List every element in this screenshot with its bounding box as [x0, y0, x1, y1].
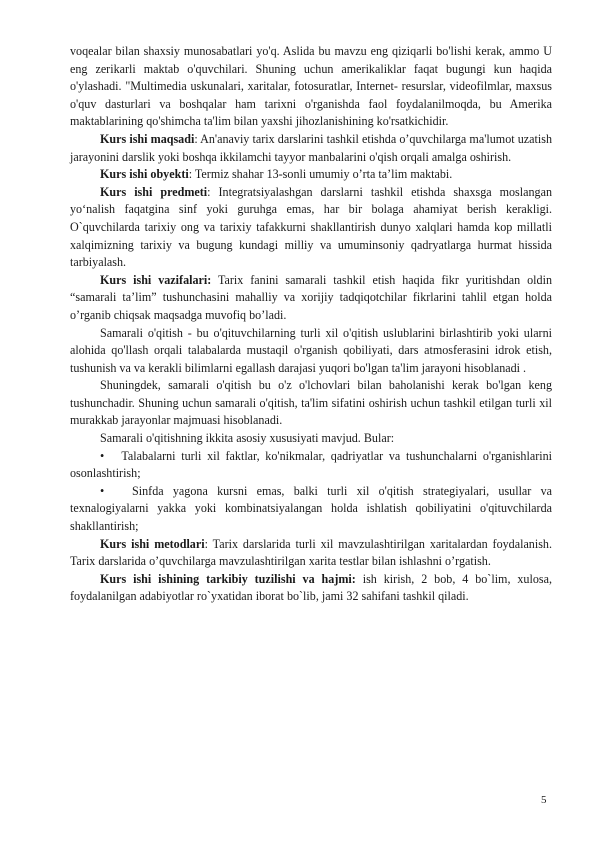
bullet-icon: •	[100, 448, 105, 463]
paragraph-text: : Tarix darslarida turli xil mavzulashtirilgan xaritalardan foydalanish. Tarix darslarida o’quvchilarga mavzulashtirilgan xarita testlar bilan ishlashni o’rgatish.	[70, 536, 552, 569]
paragraph-object	[70, 166, 552, 184]
paragraph-label: Kurs ishi ishining tarkibiy tuzilishi va hajmi:	[100, 571, 356, 586]
bullet-text: Sinfda yagona kursni emas, balki turli xil o'qitish strategiyalari, usullar va texnalogiyalarni yakka yoki kombinatsiyalangan holda ishlatish qobiliyatini o'qituvchilarda shakllantirish;	[70, 483, 553, 534]
paragraph: Samarali o'qitishning ikkita asosiy xususiyati mavjud. Bular:	[100, 431, 395, 446]
body-text	[70, 43, 552, 606]
paragraph-subject	[70, 184, 552, 272]
paragraph-label: Kurs ishi metodlari	[100, 536, 205, 551]
bullet-icon: •	[100, 483, 105, 498]
paragraph-label: Kurs ishi vazifalari:	[100, 272, 212, 287]
watermark	[339, 641, 404, 712]
paragraph-text: : Integratsiyalashgan darslarni tashkil etishda shaxsga moslangan yo‘nalish faqatgina sinf yoki guruhga emas, har bir bolaga ahamiyat berish kerakligi. O`quvchilarda tarixiy ong va tarixiy tafakkurni shakllantirish dunyo xalqlari hamda kop millatli xalqimizning tarixiy va bugung kundagi milliy va umuminsoniy qadryatlarga hurmat hissida tarbiyalash.	[70, 184, 552, 270]
paragraph-tasks	[70, 272, 552, 325]
paragraph-label: Kurs ishi maqsadi	[100, 131, 195, 146]
bullet-text: Talabalarni turli xil faktlar, ko'nikmalar, qadriyatlar va tushunchalarni o'rganishlarini osonlashtirish;	[70, 448, 552, 481]
watermark	[39, 661, 104, 732]
page-number: 5	[541, 794, 547, 806]
paragraph-text: ish kirish, 2 bob, 4 bo`lim, xulosa, foydalanilgan adabiyotlar ro`yxatidan iborat bo`lib, jami 32 sahifani tashkil qiladi.	[70, 571, 552, 604]
paragraph-text: : An'anaviy tarix darslarini tashkil etishda o’quvchilarga ma'lumot uzatish jarayonini darslik yoki boshqa ikkilamchi tayyor manbalarini o'qish orqali amalga oshirish.	[70, 131, 552, 164]
bullet-item	[70, 483, 552, 536]
paragraph: Samarali o'qitish - bu o'qituvchilarning turli xil o'qitish uslublarini birlashtirib yoki ularni alohida qo'llash orqali talabalarda mustaqil o'rganish qobiliyati, dars atmosferasini idrok etish, tushunish va va kerakli bilimlarni egallash darajasi yuqori bo'lgan ta'lim jarayoni hisoblanadi .	[70, 325, 552, 375]
paragraph-methods	[70, 536, 552, 571]
paragraph: Shuningdek, samarali o'qitish bu o'z o'lchovlari bilan baholanishi kerak bo'lgan keng tushunchadir. Shuning uchun samarali o'qitish, ta'lim sifatini oshirish uchun tashkil etilgan turli xil murakkab jarayonlar majmuasi hisoblanadi.	[70, 378, 552, 428]
paragraph-text: : Termiz shahar 13-sonli umumiy o’rta ta’lim maktabi.	[188, 167, 453, 182]
paragraph-label: Kurs ishi obyekti	[100, 167, 189, 182]
paragraph-text: Tarix fanini samarali tashkil etish haqida fikr yuritishdan oldin “samarali ta’lim” tushunchasini mahalliy va xorijiy tadqiqotchilar fikrlarini tahlil etgan holda o’rganib chiqsak maqsadga muvofiq bo’ladi.	[70, 272, 552, 322]
paragraph: voqealar bilan shaxsiy munosabatlari yo'q. Aslida bu mavzu eng qiziqarli bo'lishi kerak, ammo U eng zerikarli maktab o'quvchilari. Shuning uchun amerikaliklar faqat bugungi kun haqida o'ylashadi. "Multimedia uskunalari, xaritalar, fotosuratlar, Internet- resurslar, videofilmlar, maxsus o'quv dasturlari va boshqalar ham tarixni o'rganishda faol foydalanilmoqda, bu Amerika maktablarining qo'shimcha ta'lim bilan yaxshi jihozlanishining ko'rsatkichidir.	[70, 44, 552, 129]
paragraph-structure	[70, 571, 552, 606]
paragraph-label: Kurs ishi predmeti	[100, 184, 208, 199]
paragraph-goal	[70, 131, 552, 166]
bullet-item	[70, 448, 552, 483]
